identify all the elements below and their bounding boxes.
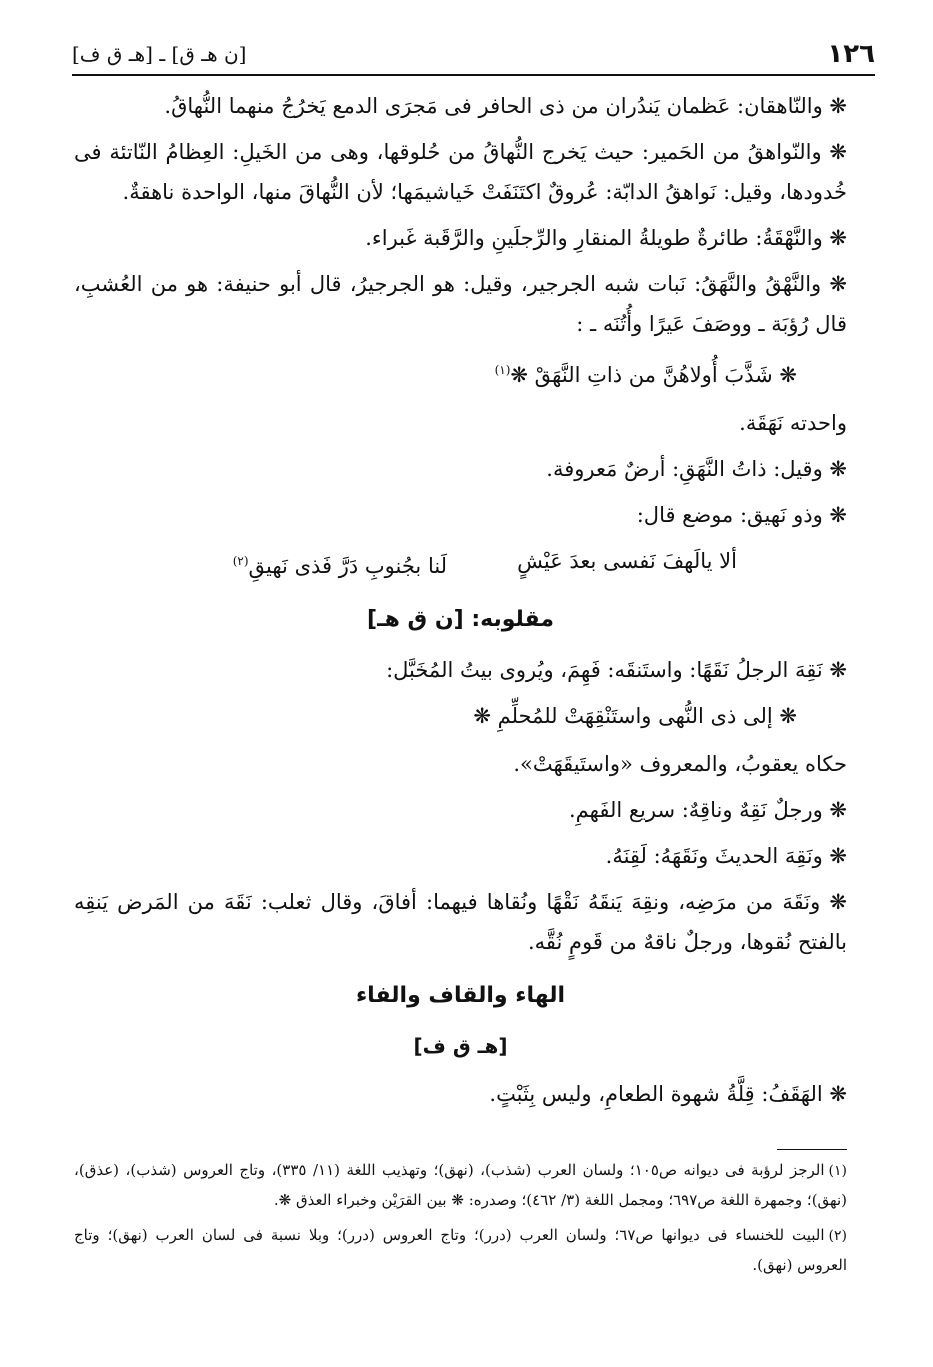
footnote-ref: (١) (494, 363, 511, 377)
hemistich-first: ألا يالَهفَ نَفسى بعدَ عَيْشٍ (517, 549, 737, 573)
section-heading: مقلوبه: [ن ق هـ] (367, 607, 554, 632)
footnote-divider (777, 1149, 847, 1150)
paragraph: ❋ ونَقَهَ من مرَضِه، ونقِهَ يَنقَهُ نَقْهًا ونُقاها فيهما: أفاقَ، وقال ثعلب: نَقَهَ من المَرض يَنقِه بالفتح نُقوها، ورجلٌ ناقهٌ من قَومٍ نُقَّه. (74, 890, 847, 954)
footnote-ref: (٢) (232, 554, 249, 568)
paragraph: ❋ الهَقَفُ: قِلَّةُ شهوة الطعامِ، وليس بِثَبْتٍ. (489, 1082, 847, 1106)
paragraph: حكاه يعقوبُ، والمعروف «واستَيقَهَتْ». (513, 752, 847, 776)
hemistich-second-text: لَنا بجُنوبِ دَرَّ فَذى نَهيقِ (248, 554, 448, 578)
chapter-heading: الهاء والقاف والفاء (355, 983, 566, 1008)
root-heading: [هـ ق ف] (413, 1034, 508, 1058)
running-head: [ن هـ ق] ـ [هـ ق ف] (72, 42, 247, 66)
main-text (74, 86, 847, 1120)
paragraph: ❋ وذو نَهيق: موضع قال: (636, 503, 847, 527)
footnote-text: البيت للخنساء فى ديوانها ص٦٧؛ ولسان العرب (درر)؛ وتاج العروس (درر)؛ وبلا نسبة فى لسان العرب (نهق)؛ وتاج العروس (نهق). (74, 1226, 847, 1274)
paragraph: ❋ والنَّهْقُ والنَّهَقُ: نَبات شبه الجرجير، وقيل: هو الجرجيرُ، قال أبو حنيفة: هو من العُشبِ، قال رُؤبَة ـ ووصَفَ عَيرًا وأُتُنَه ـ : (74, 272, 847, 336)
footnote (74, 1221, 847, 1280)
verse-line (74, 350, 847, 395)
footnote (74, 1156, 847, 1215)
paragraph: ❋ والنَّهْقَةُ: طائرةٌ طويلةُ المنقارِ والرِّجلَينِ والرَّقَبة غَبراء. (365, 226, 847, 250)
footnote-mark: (١) (828, 1163, 848, 1179)
paragraph: ❋ نَقِهَ الرجلُ نَقَهًا: واستَنقَه: فَهِمَ، ويُروى بيتُ المُخَبَّل: (386, 658, 847, 682)
verse-text: ❋ إلى ذى النُّهى واستَنْقِهَتْ للمُحلِّمِ ❋ (473, 704, 797, 728)
verse-line (74, 696, 847, 736)
paragraph: ❋ والنّاهقان: عَظمان يَندُران من ذى الحافر فى مَجرَى الدمع يَخرُجُ منهما النُّهاقُ. (164, 94, 847, 118)
paragraph: ❋ وقيل: ذاتُ النَّهَقِ: أرضٌ مَعروفة. (546, 457, 847, 481)
footnotes (74, 1156, 847, 1286)
hemistich-second (233, 541, 447, 586)
paragraph: ❋ ونَقِهَ الحديثَ ونَقَهَهُ: لَقِنَهُ. (605, 844, 847, 868)
page-number: ١٢٦ (827, 39, 875, 69)
page-header (72, 34, 875, 76)
verse-text: ❋ شَذَّبَ أُولاهُنَّ من ذاتِ النَّهَقْ ❋ (510, 363, 797, 387)
paragraph: ❋ والنّواهقُ من الحَمير: حيث يَخرج النُّهاقُ من حُلوقها، وهى من الخَيلِ: العِظامُ النّاتئة فى خُدودها، وقيل: نَواهقُ الدابّة: عُروقٌ اكتَنَفَتْ خَياشيمَها؛ لأن النُّهاقَ منها، الواحدة ناهقةٌ. (74, 140, 847, 204)
paragraph: ❋ ورجلٌ نَقِهٌ وناقِهٌ: سريع الفَهمِ. (568, 798, 847, 822)
poetry-couplet (74, 541, 847, 586)
paragraph: واحدته نَهَقَة. (739, 411, 847, 435)
footnote-mark: (٢) (828, 1228, 847, 1244)
footnote-text: الرجز لرؤبة فى ديوانه ص١٠٥؛ ولسان العرب (شذب)، (نهق)؛ وتهذيب اللغة (١١/ ٣٣٥)، وتاج العروس (شذب)، (عذق)، (نهق)؛ وجمهرة اللغة ص٦٩٧؛ ومجمل اللغة (٣/ ٤٦٢)؛ وصدره: ❋ بين القرَيْن وخبراء العذق ❋. (74, 1161, 847, 1209)
